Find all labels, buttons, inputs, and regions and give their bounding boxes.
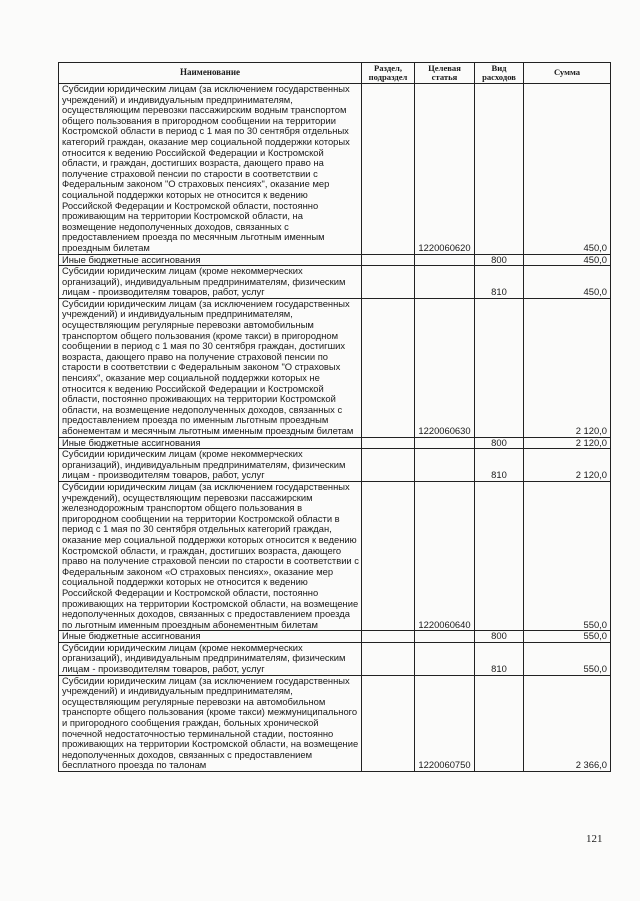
row-vid xyxy=(475,298,524,437)
row-name: Субсидии юридическим лицам (за исключением государственных учреждений) и индивидуальным предпринимателям, осуществляющим регулярные перевозки автомобильным транспортом общего пользования (кроме такси) в пригородном сообщении в период с 1 мая по 30 сентября граждан, достигших возраста, дающего право на получение страховой пенсии по старости в соответствии с Федеральным законом "О страховых пенсиях", оказание мер социальной поддержки которых не относится к ведению Российской Федерации и Костромской области, постоянно проживающих на территории Костромской области, на возмещение недополученных доходов, связанных с предоставлением проезда по именным льготным проездным абонементам и месячным льготным именным проездным билетам xyxy=(59,298,362,437)
header-name: Наименование xyxy=(59,63,362,84)
row-razdel xyxy=(362,481,415,630)
table-row xyxy=(59,266,611,299)
row-sum: 2 366,0 xyxy=(524,675,611,771)
row-sum: 2 120,0 xyxy=(524,437,611,449)
row-vid: 810 xyxy=(475,449,524,482)
header-statya: Целевая статья xyxy=(415,63,475,84)
row-vid: 810 xyxy=(475,642,524,675)
row-name: Иные бюджетные ассигнования xyxy=(59,437,362,449)
row-sum: 550,0 xyxy=(524,631,611,643)
row-name: Субсидии юридическим лицам (за исключением государственных учреждений) и индивидуальным предпринимателям, осуществляющим регулярные перевозки на автомобильном транспорте общего пользования (кроме такси) межмуниципального и пригородного сообщения граждан, больных хронической почечной недостаточностью терминальной стадии, постоянно проживающих на территории Костромской области, на возмещение недополученных доходов, связанных с предоставлением бесплатного проезда по талонам xyxy=(59,675,362,771)
table-row xyxy=(59,298,611,437)
row-code: 1220060630 xyxy=(415,298,475,437)
row-code: 1220060750 xyxy=(415,675,475,771)
row-razdel xyxy=(362,675,415,771)
row-vid xyxy=(475,84,524,255)
row-name: Субсидии юридическим лицам (за исключением государственных учреждений), осуществляющим перевозки пассажирским железнодорожным транспортом общего пользования в пригородном сообщении на территории Костромской области в период с 1 мая по 30 сентября отдельных категорий граждан, оказание мер социальной поддержки которых относится к ведению Костромской области, и граждан, достигших возраста, дающего право на получение страховой пенсии по старости в соответствии с Федеральным законом «О страховых пенсиях», оказание мер социальной поддержки которых не относится к ведению Российской Федерации и Костромской области, постоянно проживающих на территории Костромской области, на возмещение недополученных доходов, связанных с предоставлением проезда по льготным именным проездным абонементным билетам xyxy=(59,481,362,630)
row-name: Субсидии юридическим лицам (кроме некоммерческих организаций), индивидуальным предпринимателям, физическим лицам - производителям товаров, работ, услуг xyxy=(59,642,362,675)
row-code xyxy=(415,449,475,482)
table-header-row xyxy=(59,63,611,84)
row-name: Иные бюджетные ассигнования xyxy=(59,631,362,643)
row-razdel xyxy=(362,254,415,266)
table-row xyxy=(59,84,611,255)
row-name: Субсидии юридическим лицам (кроме некоммерческих организаций), индивидуальным предпринимателям, физическим лицам - производителям товаров, работ, услуг xyxy=(59,449,362,482)
row-razdel xyxy=(362,84,415,255)
row-sum: 2 120,0 xyxy=(524,449,611,482)
row-code: 1220060620 xyxy=(415,84,475,255)
table-row xyxy=(59,481,611,630)
row-sum: 550,0 xyxy=(524,481,611,630)
row-name: Иные бюджетные ассигнования xyxy=(59,254,362,266)
row-vid xyxy=(475,675,524,771)
row-name: Субсидии юридическим лицам (за исключением государственных учреждений) и индивидуальным предпринимателям, осуществляющим перевозки пассажирским водным транспортом общего пользования в пригородном сообщении на территории Костромской области в период с 1 мая по 30 сентября отдельных категорий граждан, оказание мер социальной поддержки которых относится к ведению Российской Федерации и Костромской области, и граждан, достигших возраста, дающего право на получение страховой пенсии по старости в соответствии с Федеральным законом "О страховых пенсиях", оказание мер социальной поддержки которых не относится к ведению Российской Федерации и Костромской области, постоянно проживающим на территории Костромской области, на возмещение недополученных доходов, связанных с предоставлением проезда по месячным льготным именным проездным билетам xyxy=(59,84,362,255)
header-vid: Вид расходов xyxy=(475,63,524,84)
budget-table-sheet xyxy=(58,62,610,772)
row-vid: 800 xyxy=(475,631,524,643)
row-code xyxy=(415,642,475,675)
row-sum: 450,0 xyxy=(524,84,611,255)
row-vid: 800 xyxy=(475,254,524,266)
budget-table xyxy=(58,62,611,772)
table-row xyxy=(59,437,611,449)
row-sum: 450,0 xyxy=(524,254,611,266)
row-razdel xyxy=(362,642,415,675)
page-number: 121 xyxy=(586,833,603,845)
row-razdel xyxy=(362,266,415,299)
row-razdel xyxy=(362,298,415,437)
row-vid xyxy=(475,481,524,630)
row-sum: 550,0 xyxy=(524,642,611,675)
table-row xyxy=(59,254,611,266)
table-row xyxy=(59,675,611,771)
row-vid: 810 xyxy=(475,266,524,299)
row-sum: 2 120,0 xyxy=(524,298,611,437)
row-razdel xyxy=(362,437,415,449)
header-razdel: Раздел, подраздел xyxy=(362,63,415,84)
row-code: 1220060640 xyxy=(415,481,475,630)
row-code xyxy=(415,254,475,266)
row-razdel xyxy=(362,631,415,643)
table-row xyxy=(59,449,611,482)
row-name: Субсидии юридическим лицам (кроме некоммерческих организаций), индивидуальным предпринимателям, физическим лицам - производителям товаров, работ, услуг xyxy=(59,266,362,299)
row-sum: 450,0 xyxy=(524,266,611,299)
row-code xyxy=(415,437,475,449)
table-row xyxy=(59,642,611,675)
row-code xyxy=(415,266,475,299)
row-code xyxy=(415,631,475,643)
row-vid: 800 xyxy=(475,437,524,449)
row-razdel xyxy=(362,449,415,482)
header-summa: Сумма xyxy=(524,63,611,84)
table-row xyxy=(59,631,611,643)
